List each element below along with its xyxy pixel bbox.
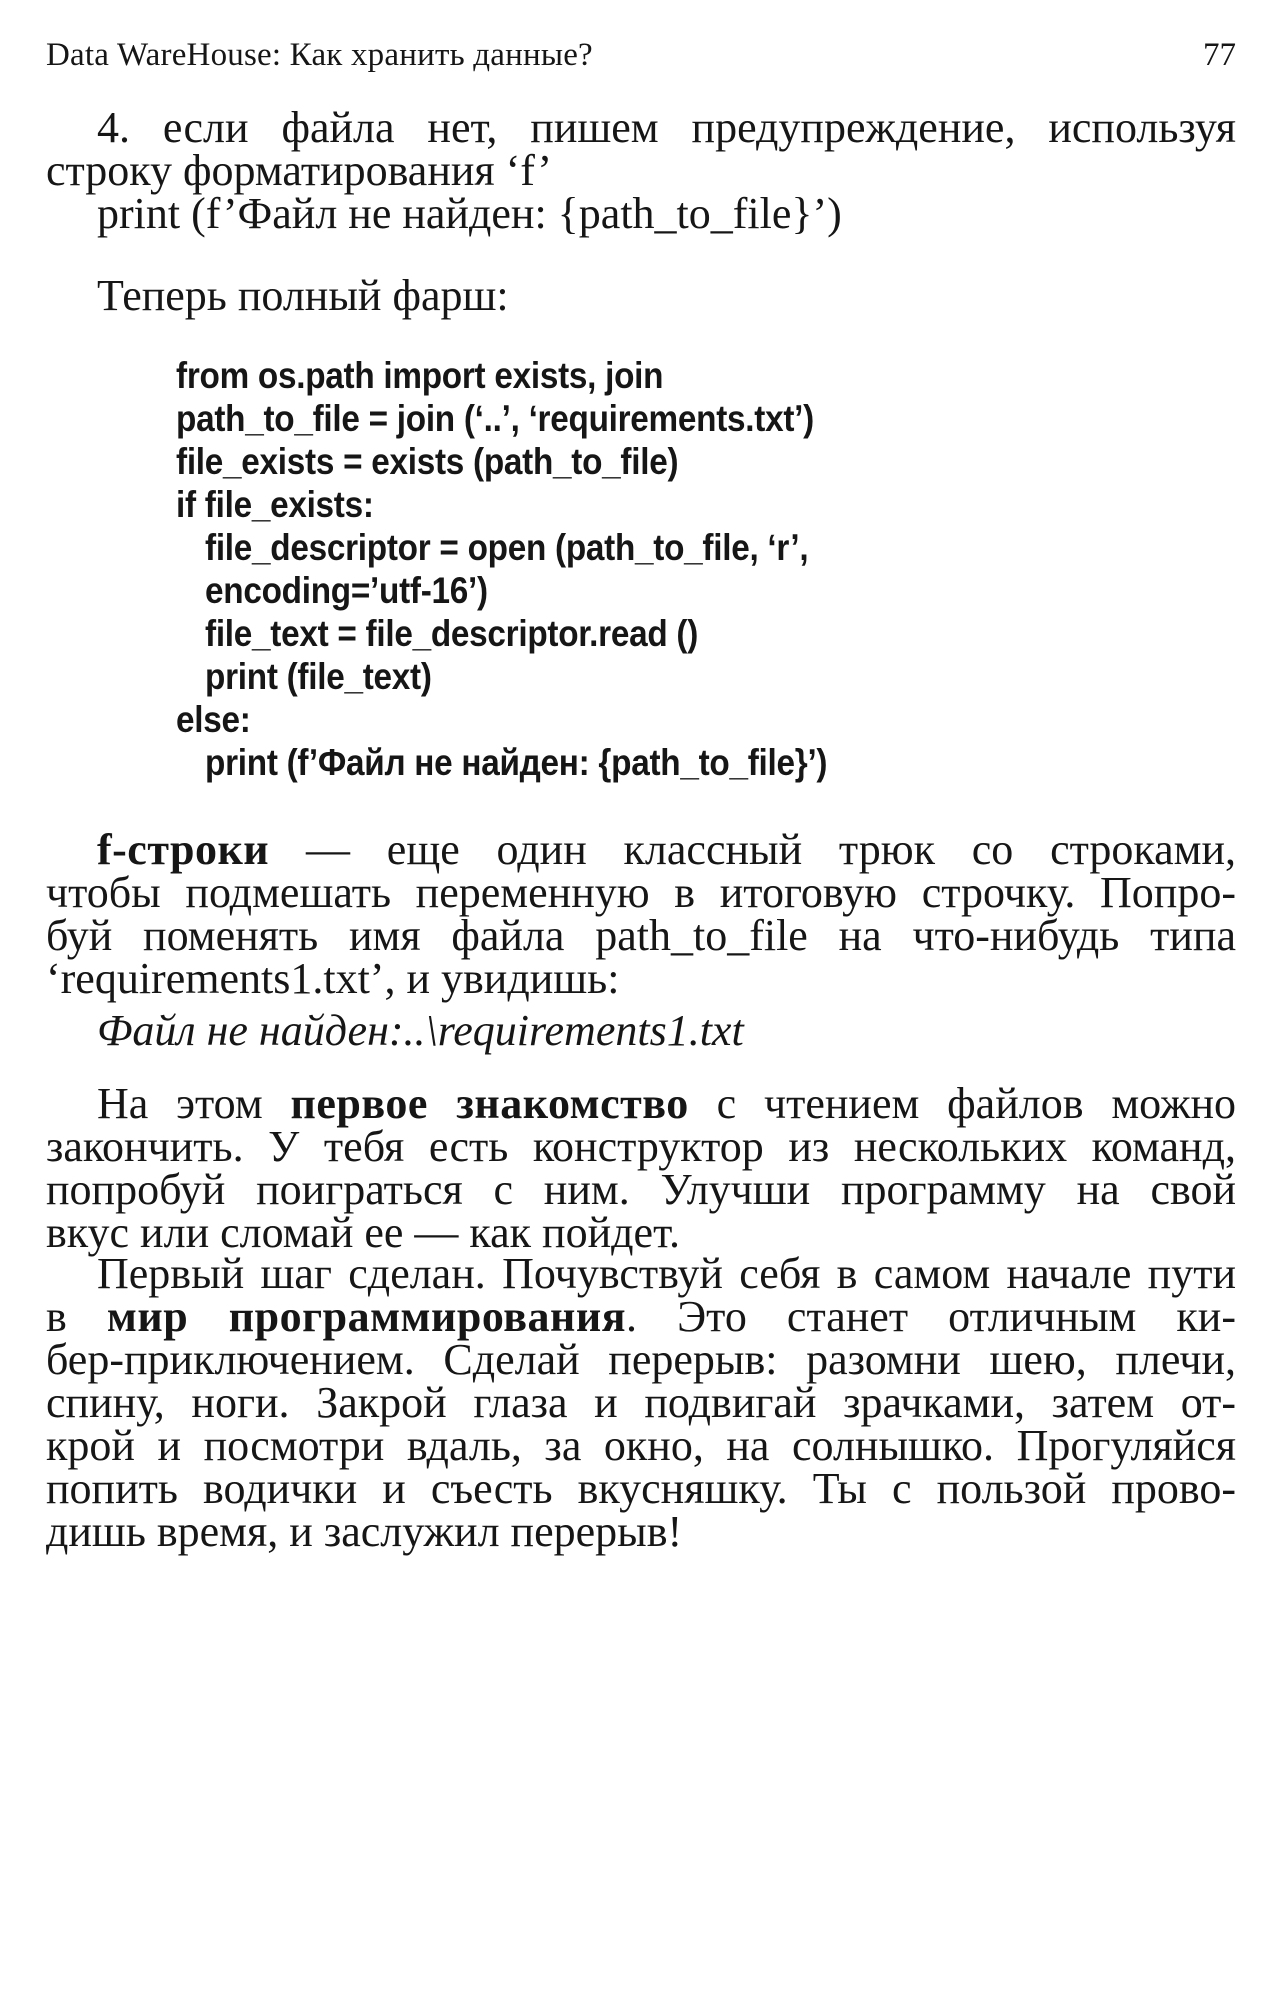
fstrings-line-2: чтобы подмешать переменную в итоговую строчку. Попро- — [46, 868, 1236, 917]
running-title: Data WareHouse: Как хранить данные? — [46, 37, 593, 73]
code-line: encoding=’utf-16’) — [205, 570, 488, 611]
fstrings-output: Файл не найден:..\requirements1.txt — [97, 1006, 744, 1055]
acquaintance-line-3: попробуй поиграться с ним. Улучши программу на свой — [46, 1165, 1236, 1214]
step-4-line-1: 4. если файла нет, пишем предупреждение, используя — [97, 103, 1236, 152]
code-line: else: — [176, 699, 251, 740]
first-step-line-3: бер-приключением. Сделай перерыв: разомни шею, плечи, — [46, 1335, 1236, 1384]
acquaintance-line-2: закончить. У тебя есть конструктор из нескольких команд, — [46, 1122, 1236, 1171]
acquaintance-bold: первое знакомство — [290, 1079, 689, 1128]
first-step-line-4: спину, ноги. Закрой глаза и подвигай зрачками, затем от- — [46, 1378, 1236, 1427]
acquaintance-line-4: вкус или сломай ее — как пойдет. — [46, 1208, 680, 1257]
step-4-code: print (f’Файл не найден: {path_to_file}’) — [97, 189, 842, 238]
first-step-line-5: крой и посмотри вдаль, за окно, на солнышко. Прогуляйся — [46, 1421, 1236, 1470]
code-line: from os.path import exists, join — [176, 355, 664, 396]
running-head — [46, 30, 1236, 80]
acquaintance-line-1-end: с чтением файлов можно — [716, 1079, 1237, 1128]
code-line: file_text = file_descriptor.read () — [205, 613, 699, 654]
code-line: if file_exists: — [176, 484, 374, 525]
intro-line: Теперь полный фарш: — [97, 271, 509, 320]
acquaintance-line-1-start: На этом — [97, 1079, 263, 1128]
fstrings-term: f-строки — [97, 825, 270, 874]
code-line: path_to_file = join (‘..’, ‘requirements.txt’) — [176, 398, 814, 439]
first-step-line-1: Первый шаг сделан. Почувствуй себя в самом начале пути — [97, 1249, 1236, 1298]
step-4-line-2: строку форматирования ‘f’ — [46, 146, 553, 195]
first-step-bold: мир программирования — [106, 1292, 627, 1341]
code-line: file_descriptor = open (path_to_file, ‘r’, — [205, 527, 809, 568]
fstrings-line-4: ‘requirements1.txt’, и увидишь: — [46, 954, 620, 1003]
first-step-line-6: попить водички и съесть вкусняшку. Ты с пользой прово- — [46, 1464, 1236, 1513]
fstrings-line-3: буй поменять имя файла path_to_file на что-нибудь типа — [46, 911, 1236, 960]
first-step-line-7: дишь время, и заслужил перерыв! — [46, 1507, 683, 1556]
first-step-line-2-end: . Это станет отличным ки- — [626, 1292, 1236, 1341]
code-line: print (file_text) — [205, 656, 432, 697]
fstrings-line-1-rest: — еще один классный трюк со строками, — [305, 825, 1237, 874]
code-line: print (f’Файл не найден: {path_to_file}’) — [205, 742, 828, 783]
code-line: file_exists = exists (path_to_file) — [176, 441, 679, 482]
first-step-line-2-start: в — [46, 1292, 67, 1341]
page-number: 77 — [1203, 37, 1236, 73]
